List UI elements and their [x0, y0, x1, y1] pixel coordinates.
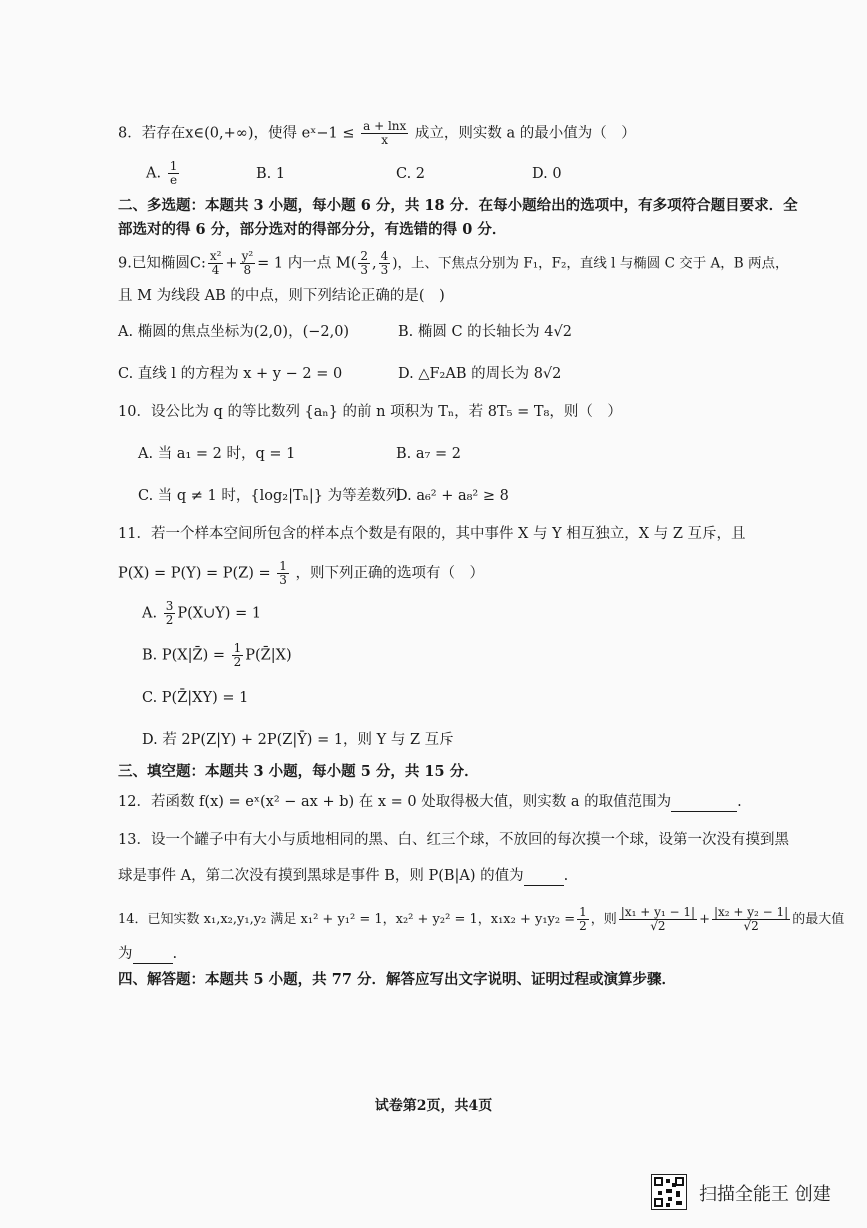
q9-option-a: A. 椭圆的焦点坐标为(2,0)，(−2,0) — [118, 324, 350, 340]
q11-line1: 11．若一个样本空间所包含的样本点个数是有限的，其中事件 X 与 Y 相互独立，X 与 Z 互斥，且 — [118, 526, 746, 542]
q11-option-a-den: 2 — [165, 613, 174, 627]
scanner-watermark — [651, 1174, 861, 1210]
q8-option-a-num: 1 — [169, 159, 178, 173]
q12-stem — [118, 792, 742, 812]
q13-line2-post: . — [563, 868, 569, 884]
q11-option-b-label: B. — [142, 647, 158, 664]
q10-option-d: D. a₆² + a₈² ≥ 8 — [396, 488, 509, 504]
q9-frac-y-den: 8 — [243, 263, 252, 277]
q14-frac-second-num: |x₂ + y₂ − 1| — [713, 905, 789, 919]
qr-code-icon — [651, 1174, 687, 1210]
q10-option-c: C. 当 q ≠ 1 时，{log₂|Tₙ|} 为等差数列 — [138, 488, 401, 504]
q8-option-a-label: A. — [146, 165, 162, 182]
q8-option-d: D. 0 — [532, 166, 562, 182]
q13-line2 — [118, 866, 568, 886]
q11-option-a-label: A. — [142, 605, 158, 622]
q9-comma: , — [372, 255, 377, 272]
q9-frac-my — [379, 250, 391, 277]
q9-option-b: B. 椭圆 C 的长轴长为 4√2 — [398, 324, 572, 340]
q9-post: )，上、下焦点分别为 F₁，F₂，直线 l 与椭圆 C 交于 A，B 两点， — [392, 255, 789, 272]
q14-plus: + — [699, 912, 710, 927]
q10-stem: 10．设公比为 q 的等比数列 {aₙ} 的前 n 项积为 Tₙ，若 8T₅ = T₈，则（ ） — [118, 404, 622, 420]
q14-post: 的最大值 — [792, 912, 845, 927]
q12-post: . — [737, 794, 742, 810]
q9-frac-x — [208, 250, 224, 277]
q8-cond: x∈(0,+∞)，使得 eˣ−1 ≤ — [185, 125, 355, 142]
q11-line2-fraction — [277, 560, 289, 587]
q10-option-a: A. 当 a₁ = 2 时，q = 1 — [138, 446, 296, 462]
q9-line2: 且 M 为线段 AB 的中点，则下列结论正确的是( ) — [118, 288, 445, 304]
section2-line1: 二、多选题：本题共 3 小题，每小题 6 分，共 18 分．在每小题给出的选项中，有多项符合题目要求．全 — [118, 197, 798, 214]
q11-option-b-post: P(Z̄|X) — [245, 647, 292, 664]
q9-mid: = 1 内一点 M( — [257, 255, 357, 272]
q14-line2 — [118, 944, 177, 964]
page-footer: 试卷第2页，共4页 — [374, 1098, 493, 1114]
q14-frac-first-num: |x₁ + y₁ − 1| — [620, 905, 696, 919]
q9-frac-my-num: 4 — [380, 249, 389, 263]
q11-option-b-pre: P(X|Z̄) = — [161, 647, 225, 664]
q8-stem-post: 成立，则实数 a 的最小值为（ ） — [414, 125, 636, 142]
q8-option-c: C. 2 — [396, 166, 426, 182]
q11-line2 — [118, 560, 484, 587]
q11-option-b-num: 1 — [233, 641, 242, 655]
q11-line2-den: 3 — [279, 573, 287, 587]
q9-pre: 9.已知椭圆 — [118, 255, 190, 272]
q9-plus: + — [225, 255, 238, 272]
q9-frac-mx-num: 2 — [360, 249, 369, 263]
q14-stem — [118, 906, 844, 933]
q11-line2-post: ，则下列正确的选项有（ ） — [295, 565, 485, 582]
q11-option-b — [142, 642, 292, 669]
q14-frac-first-den: √2 — [650, 919, 666, 933]
q13-line1: 13．设一个罐子中有大小与质地相同的黑、白、红三个球，不放回的每次摸一个球，设第一次没有摸到黑 — [118, 832, 789, 848]
q9-frac-mx-den: 3 — [360, 263, 369, 277]
section3-heading: 三、填空题：本题共 3 小题，每小题 5 分，共 15 分． — [118, 763, 479, 780]
q11-line2-pre: P(X) = P(Y) = P(Z) = — [118, 565, 271, 582]
q12-answer-blank[interactable] — [671, 797, 737, 812]
q9-frac-y — [240, 250, 256, 277]
q11-option-a-post: P(X∪Y) = 1 — [177, 605, 262, 622]
q14-line2-pre: 为 — [118, 946, 133, 962]
q9-frac-x-num: x² — [209, 249, 222, 263]
q11-option-a-fraction — [164, 600, 176, 627]
q8-frac-num: a + lnx — [363, 119, 407, 133]
q14-pre: 14．已知实数 x₁,x₂,y₁,y₂ 满足 x₁² + y₁² = 1，x₂² + y₂² = 1，x₁x₂ + y₁y₂ = — [118, 912, 576, 927]
q13-line2-pre: 球是事件 A，第二次没有摸到黑球是事件 B，则 P(B|A) 的值为 — [118, 868, 524, 884]
q14-frac-second-den: √2 — [743, 919, 759, 933]
q9-frac-mx — [358, 250, 370, 277]
section2-line2: 部选对的得 6 分，部分选对的得部分分，有选错的得 0 分． — [118, 221, 507, 238]
q9-option-c: C. 直线 l 的方程为 x + y − 2 = 0 — [118, 366, 343, 382]
q14-mid: ，则 — [590, 912, 617, 927]
q9-frac-my-den: 3 — [380, 263, 389, 277]
q8-frac-den: x — [381, 133, 389, 147]
q8-option-b: B. 1 — [256, 166, 286, 182]
q11-option-c: C. P(Z̄|XY) = 1 — [142, 690, 249, 706]
q14-frac-second — [712, 906, 790, 933]
q14-frac-half-den: 2 — [579, 919, 587, 933]
q11-option-d: D. 若 2P(Z|Y) + 2P(Z|Ȳ) = 1，则 Y 与 Z 互斥 — [142, 732, 454, 748]
q8-option-a-fraction — [168, 160, 180, 187]
q13-answer-blank[interactable] — [524, 871, 564, 886]
q11-option-a — [142, 600, 261, 627]
section4-heading: 四、解答题：本题共 5 小题，共 77 分．解答应写出文字说明、证明过程或演算步骤． — [118, 971, 676, 988]
q9-frac-y-num: y² — [241, 249, 254, 263]
q14-line2-post: . — [172, 946, 178, 962]
q14-frac-first — [619, 906, 697, 933]
q12-pre: 12．若函数 f(x) = eˣ(x² − ax + b) 在 x = 0 处取得极大值，则实数 a 的取值范围为 — [118, 794, 672, 810]
q8-stem — [118, 120, 636, 147]
q8-option-a — [146, 160, 181, 187]
q14-answer-blank[interactable] — [133, 949, 173, 964]
q8-option-a-den: e — [169, 173, 178, 187]
q11-line2-num: 1 — [279, 559, 287, 573]
q9-option-d: D. △F₂AB 的周长为 8√2 — [398, 366, 562, 382]
q14-frac-half — [577, 906, 589, 933]
q9-frac-x-den: 4 — [211, 263, 220, 277]
q11-option-b-den: 2 — [233, 655, 242, 669]
q8-fraction — [361, 120, 408, 147]
q9-stem — [118, 250, 788, 277]
q14-frac-half-num: 1 — [579, 905, 587, 919]
q8-stem-pre: 8．若存在 — [118, 125, 186, 142]
q9-c-eq: C: — [189, 255, 206, 272]
q11-option-a-num: 3 — [165, 599, 174, 613]
q10-option-b: B. a₇ = 2 — [396, 446, 461, 462]
scanner-label: 扫描全能王 创建 — [699, 1184, 831, 1205]
q11-option-b-fraction — [232, 642, 244, 669]
